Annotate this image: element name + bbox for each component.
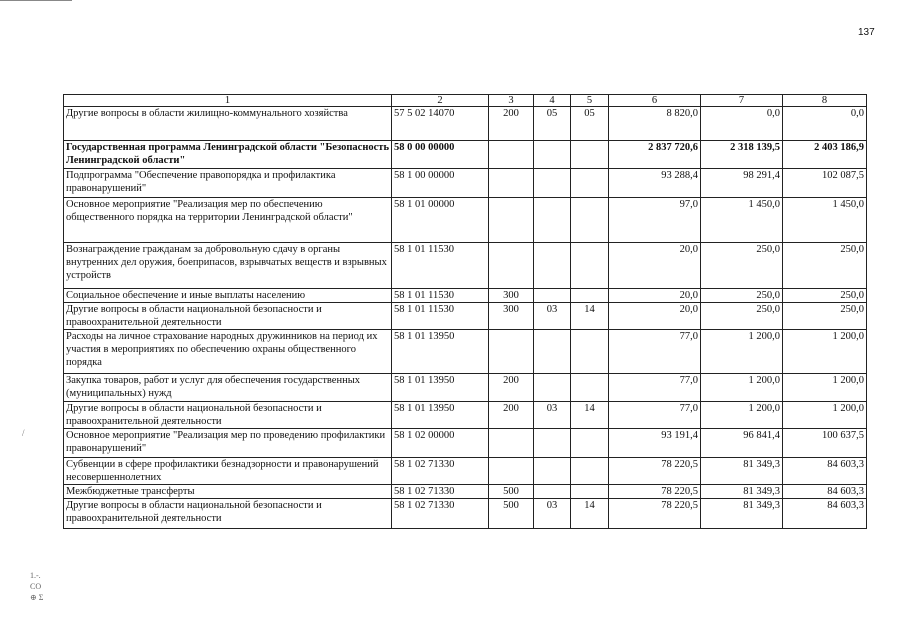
row-vr-cell: 500 bbox=[489, 485, 534, 499]
row-subsection-cell: 14 bbox=[571, 402, 609, 429]
row-subsection-cell bbox=[571, 289, 609, 303]
table-row bbox=[64, 141, 867, 169]
row-vr-cell: 500 bbox=[489, 499, 534, 529]
row-amount-cell: 1 450,0 bbox=[701, 198, 783, 243]
row-name-cell: Другие вопросы в области национальной безопасности и правоохранительной деятельности bbox=[64, 303, 392, 330]
row-name-cell: Государственная программа Ленинградской области "Безопасность Ленинградской области" bbox=[64, 141, 392, 169]
row-amount-cell: 81 349,3 bbox=[701, 499, 783, 529]
row-section-cell: 05 bbox=[534, 107, 571, 141]
row-code-cell: 58 1 01 11530 bbox=[392, 289, 489, 303]
row-vr-cell: 200 bbox=[489, 374, 534, 402]
row-amount-cell: 98 291,4 bbox=[701, 169, 783, 198]
table-row bbox=[64, 458, 867, 485]
row-section-cell bbox=[534, 485, 571, 499]
row-name-cell: Закупка товаров, работ и услуг для обеспечения государственных (муниципальных) нужд bbox=[64, 374, 392, 402]
row-amount-cell: 250,0 bbox=[783, 303, 867, 330]
row-section-cell bbox=[534, 243, 571, 289]
row-vr-cell bbox=[489, 141, 534, 169]
row-amount-cell: 78 220,5 bbox=[609, 499, 701, 529]
row-amount-cell: 2 403 186,9 bbox=[783, 141, 867, 169]
row-name-cell: Основное мероприятие "Реализация мер по обеспечению общественного порядка на территории Ленинградской области" bbox=[64, 198, 392, 243]
row-section-cell bbox=[534, 169, 571, 198]
column-header: 5 bbox=[571, 95, 609, 107]
row-amount-cell: 97,0 bbox=[609, 198, 701, 243]
row-name-cell: Другие вопросы в области национальной безопасности и правоохранительной деятельности bbox=[64, 499, 392, 529]
row-section-cell bbox=[534, 458, 571, 485]
row-name-cell: Другие вопросы в области национальной безопасности и правоохранительной деятельности bbox=[64, 402, 392, 429]
row-vr-cell bbox=[489, 169, 534, 198]
row-name-cell: Другие вопросы в области жилищно-коммунального хозяйства bbox=[64, 107, 392, 141]
table-row bbox=[64, 330, 867, 374]
row-vr-cell bbox=[489, 243, 534, 289]
column-header: 1 bbox=[64, 95, 392, 107]
row-vr-cell bbox=[489, 429, 534, 458]
row-vr-cell bbox=[489, 198, 534, 243]
row-vr-cell bbox=[489, 458, 534, 485]
row-amount-cell: 78 220,5 bbox=[609, 485, 701, 499]
row-subsection-cell bbox=[571, 429, 609, 458]
column-header: 4 bbox=[534, 95, 571, 107]
row-amount-cell: 81 349,3 bbox=[701, 485, 783, 499]
stamp-line: 1.-. bbox=[30, 571, 41, 580]
table-row bbox=[64, 485, 867, 499]
row-vr-cell bbox=[489, 330, 534, 374]
row-amount-cell: 100 637,5 bbox=[783, 429, 867, 458]
row-amount-cell: 1 200,0 bbox=[701, 374, 783, 402]
row-amount-cell: 77,0 bbox=[609, 402, 701, 429]
row-section-cell: 03 bbox=[534, 303, 571, 330]
row-subsection-cell bbox=[571, 141, 609, 169]
row-amount-cell: 1 200,0 bbox=[783, 402, 867, 429]
row-subsection-cell bbox=[571, 374, 609, 402]
column-header: 7 bbox=[701, 95, 783, 107]
table-row bbox=[64, 289, 867, 303]
row-name-cell: Основное мероприятие "Реализация мер по проведению профилактики правонарушений" bbox=[64, 429, 392, 458]
row-subsection-cell: 14 bbox=[571, 303, 609, 330]
row-vr-cell: 200 bbox=[489, 402, 534, 429]
table-row bbox=[64, 303, 867, 330]
row-amount-cell: 250,0 bbox=[701, 303, 783, 330]
row-amount-cell: 250,0 bbox=[701, 289, 783, 303]
row-code-cell: 58 1 02 00000 bbox=[392, 429, 489, 458]
row-code-cell: 58 1 01 11530 bbox=[392, 303, 489, 330]
stamp-line: CO bbox=[30, 582, 42, 591]
column-header: 2 bbox=[392, 95, 489, 107]
stamp-line: ⊕ Σ bbox=[30, 593, 44, 602]
row-amount-cell: 0,0 bbox=[783, 107, 867, 141]
row-section-cell bbox=[534, 330, 571, 374]
row-section-cell bbox=[534, 374, 571, 402]
row-subsection-cell: 05 bbox=[571, 107, 609, 141]
table-body bbox=[64, 107, 867, 529]
row-subsection-cell bbox=[571, 330, 609, 374]
row-section-cell bbox=[534, 141, 571, 169]
row-amount-cell: 81 349,3 bbox=[701, 458, 783, 485]
table-row bbox=[64, 169, 867, 198]
row-name-cell: Межбюджетные трансферты bbox=[64, 485, 392, 499]
row-amount-cell: 250,0 bbox=[783, 289, 867, 303]
row-section-cell bbox=[534, 429, 571, 458]
row-amount-cell: 1 200,0 bbox=[701, 402, 783, 429]
row-subsection-cell: 14 bbox=[571, 499, 609, 529]
row-section-cell: 03 bbox=[534, 499, 571, 529]
row-vr-cell: 200 bbox=[489, 107, 534, 141]
row-vr-cell: 300 bbox=[489, 289, 534, 303]
table-row bbox=[64, 374, 867, 402]
row-section-cell bbox=[534, 198, 571, 243]
row-amount-cell: 93 191,4 bbox=[609, 429, 701, 458]
column-header: 8 bbox=[783, 95, 867, 107]
row-amount-cell: 93 288,4 bbox=[609, 169, 701, 198]
row-name-cell: Расходы на личное страхование народных дружинников на период их участия в мероприятиях по обеспечению охраны общественного порядка bbox=[64, 330, 392, 374]
row-amount-cell: 77,0 bbox=[609, 374, 701, 402]
column-header: 6 bbox=[609, 95, 701, 107]
row-amount-cell: 96 841,4 bbox=[701, 429, 783, 458]
row-amount-cell: 0,0 bbox=[701, 107, 783, 141]
table-row bbox=[64, 107, 867, 141]
row-code-cell: 58 1 01 13950 bbox=[392, 330, 489, 374]
row-code-cell: 58 0 00 00000 bbox=[392, 141, 489, 169]
row-vr-cell: 300 bbox=[489, 303, 534, 330]
row-code-cell: 58 1 01 00000 bbox=[392, 198, 489, 243]
row-code-cell: 58 1 02 71330 bbox=[392, 458, 489, 485]
row-amount-cell: 78 220,5 bbox=[609, 458, 701, 485]
row-section-cell: 03 bbox=[534, 402, 571, 429]
row-code-cell: 58 1 02 71330 bbox=[392, 485, 489, 499]
row-name-cell: Подпрограмма "Обеспечение правопорядка и профилактика правонарушений" bbox=[64, 169, 392, 198]
row-code-cell: 58 1 00 00000 bbox=[392, 169, 489, 198]
row-section-cell bbox=[534, 289, 571, 303]
row-name-cell: Субвенции в сфере профилактики безнадзорности и правонарушений несовершеннолетних bbox=[64, 458, 392, 485]
row-name-cell: Вознаграждение гражданам за добровольную сдачу в органы внутренних дел оружия, боеприпасов, взрывчатых веществ и взрывных устройств bbox=[64, 243, 392, 289]
row-code-cell: 58 1 01 13950 bbox=[392, 374, 489, 402]
row-amount-cell: 84 603,3 bbox=[783, 458, 867, 485]
row-code-cell: 57 5 02 14070 bbox=[392, 107, 489, 141]
row-amount-cell: 1 200,0 bbox=[701, 330, 783, 374]
row-code-cell: 58 1 01 13950 bbox=[392, 402, 489, 429]
row-amount-cell: 102 087,5 bbox=[783, 169, 867, 198]
row-subsection-cell bbox=[571, 198, 609, 243]
row-amount-cell: 1 200,0 bbox=[783, 374, 867, 402]
top-edge-rule bbox=[0, 0, 72, 1]
column-header: 3 bbox=[489, 95, 534, 107]
row-amount-cell: 84 603,3 bbox=[783, 485, 867, 499]
row-amount-cell: 2 837 720,6 bbox=[609, 141, 701, 169]
row-subsection-cell bbox=[571, 458, 609, 485]
row-subsection-cell bbox=[571, 485, 609, 499]
column-number-row bbox=[64, 95, 867, 107]
row-amount-cell: 77,0 bbox=[609, 330, 701, 374]
table-row bbox=[64, 402, 867, 429]
page-number: 137 bbox=[858, 27, 875, 38]
table-row bbox=[64, 198, 867, 243]
budget-table bbox=[63, 94, 867, 529]
row-amount-cell: 1 200,0 bbox=[783, 330, 867, 374]
row-name-cell: Социальное обеспечение и иные выплаты населению bbox=[64, 289, 392, 303]
margin-mark: / bbox=[22, 428, 25, 438]
table-row bbox=[64, 499, 867, 529]
row-amount-cell: 20,0 bbox=[609, 243, 701, 289]
row-amount-cell: 84 603,3 bbox=[783, 499, 867, 529]
row-amount-cell: 250,0 bbox=[783, 243, 867, 289]
table-row bbox=[64, 243, 867, 289]
row-subsection-cell bbox=[571, 243, 609, 289]
row-subsection-cell bbox=[571, 169, 609, 198]
row-amount-cell: 20,0 bbox=[609, 289, 701, 303]
row-amount-cell: 2 318 139,5 bbox=[701, 141, 783, 169]
table-row bbox=[64, 429, 867, 458]
row-amount-cell: 1 450,0 bbox=[783, 198, 867, 243]
row-amount-cell: 20,0 bbox=[609, 303, 701, 330]
row-amount-cell: 250,0 bbox=[701, 243, 783, 289]
corner-stamp bbox=[30, 570, 43, 603]
row-code-cell: 58 1 02 71330 bbox=[392, 499, 489, 529]
row-amount-cell: 8 820,0 bbox=[609, 107, 701, 141]
row-code-cell: 58 1 01 11530 bbox=[392, 243, 489, 289]
